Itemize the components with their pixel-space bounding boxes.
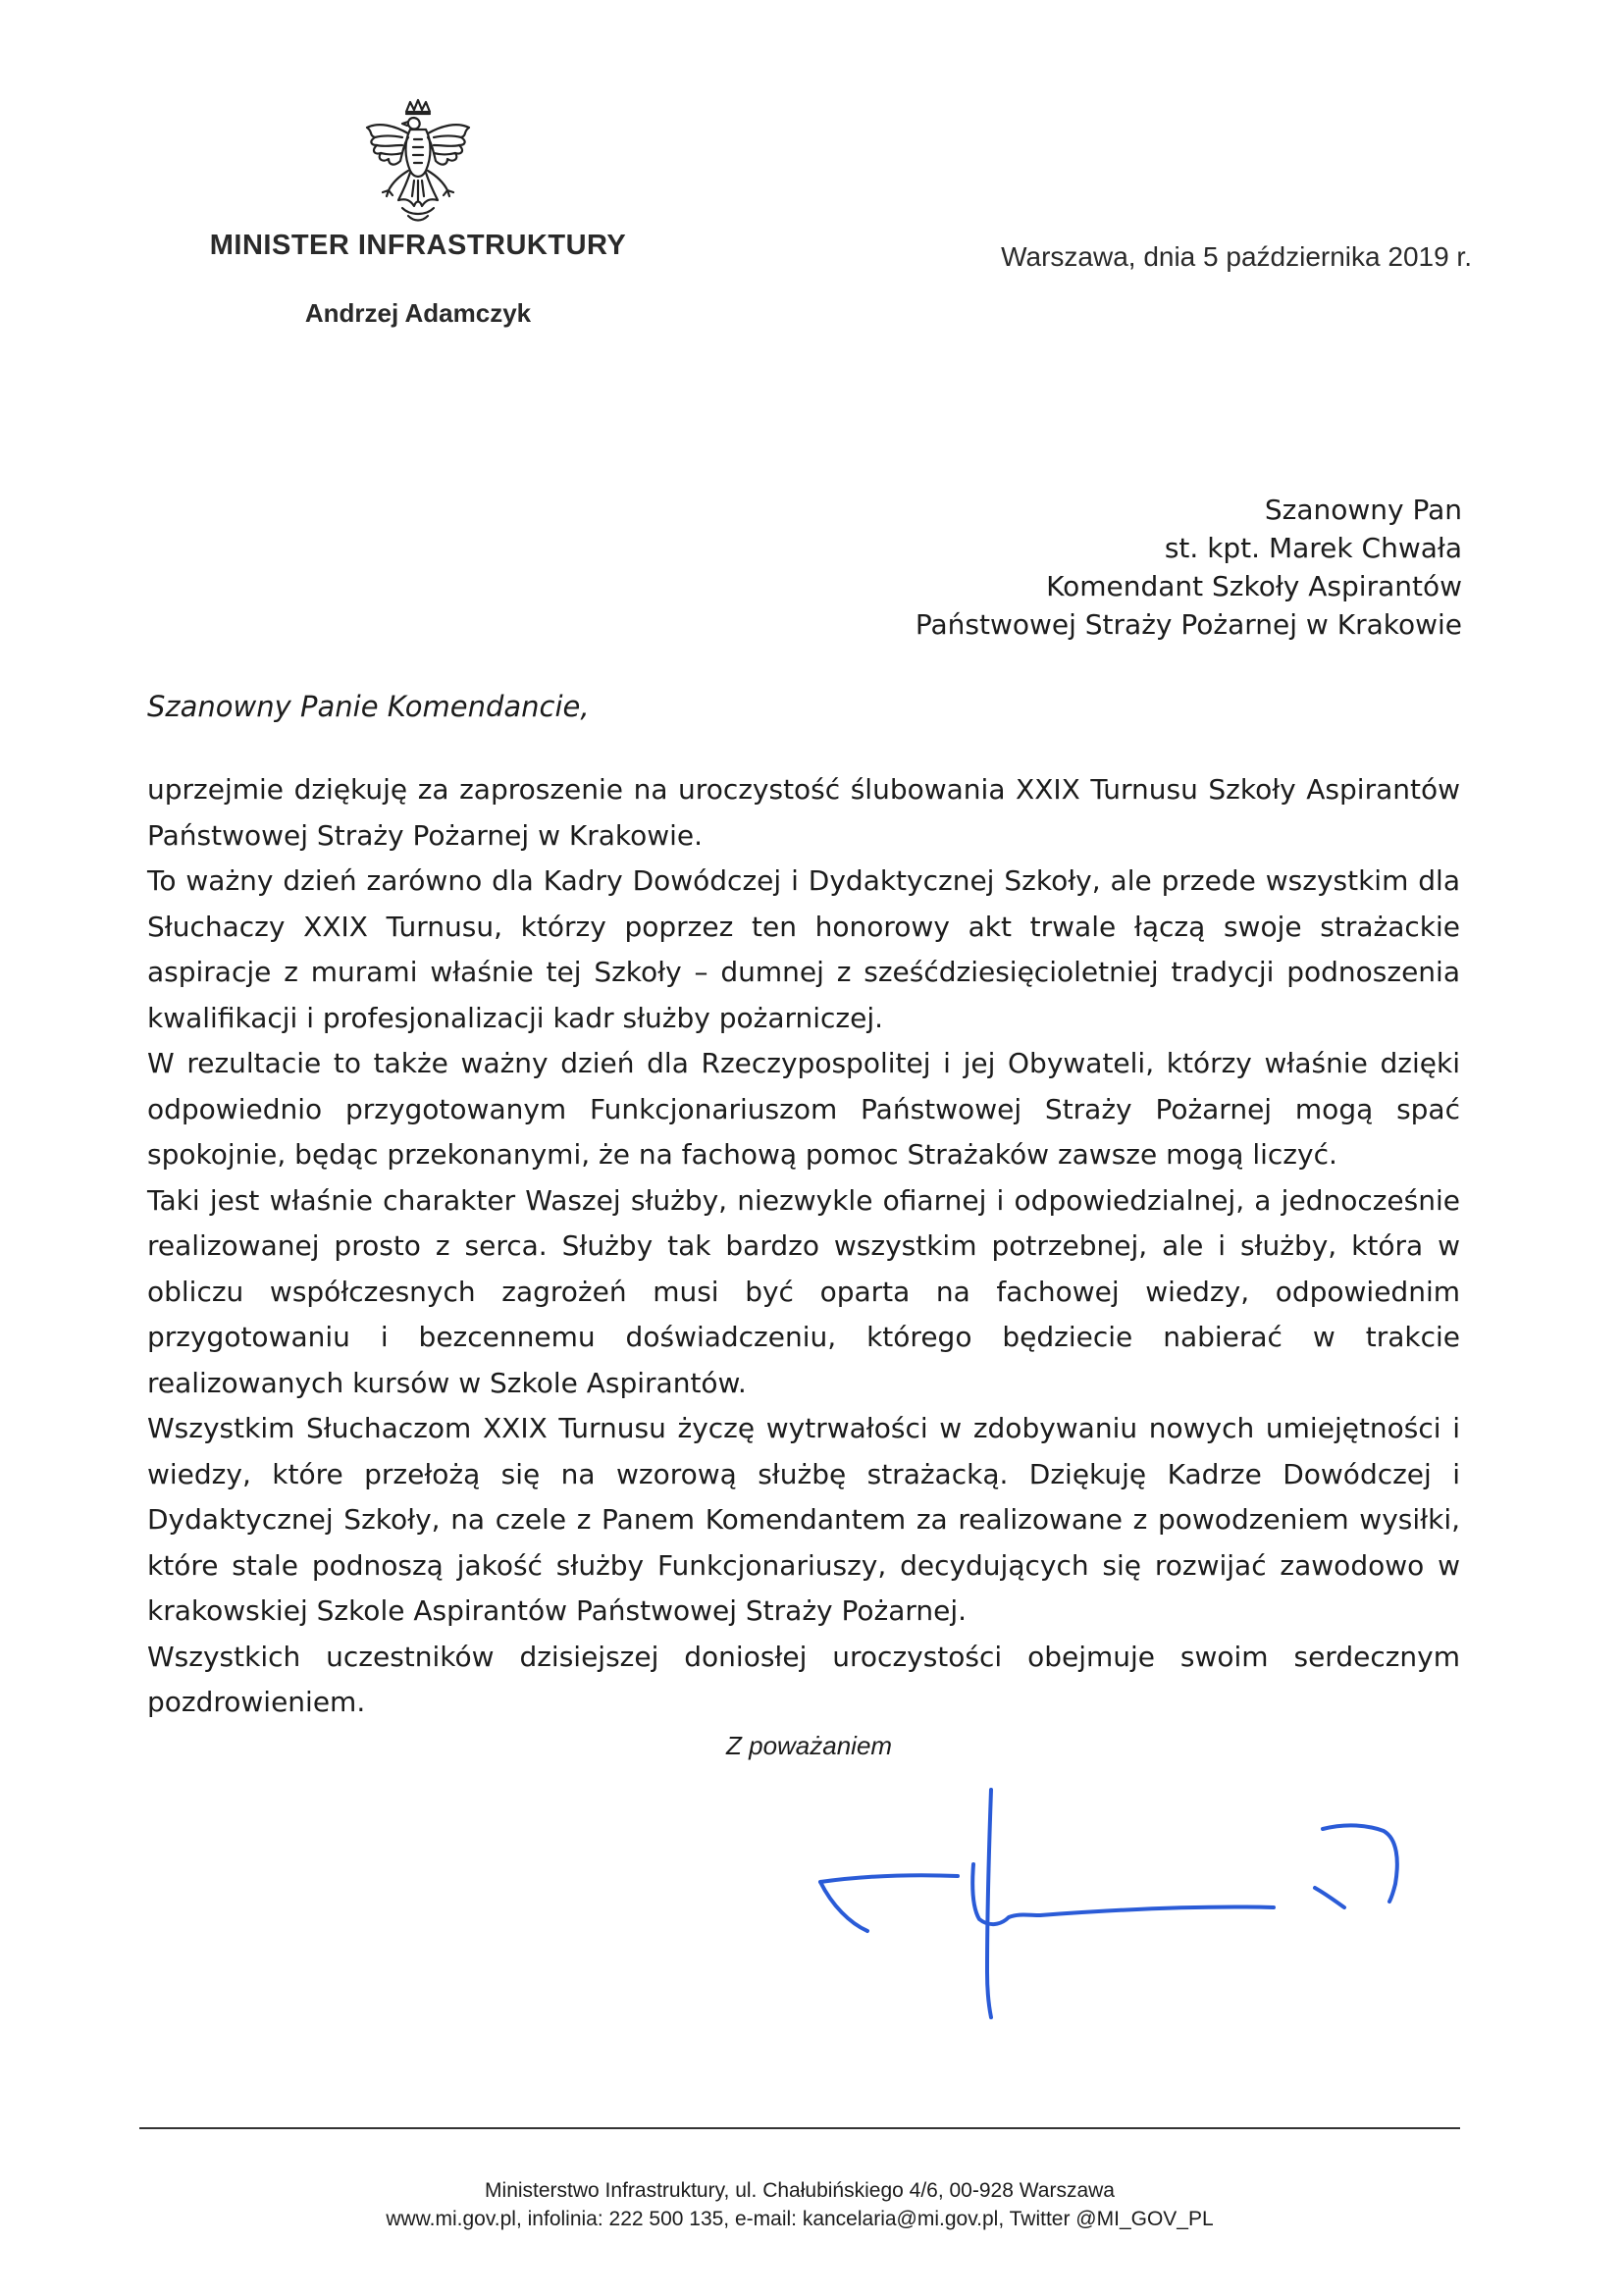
recipient-line-1: Szanowny Pan [1264, 494, 1462, 526]
paragraph: W rezultacie to także ważny dzień dla Rzeczypospolitej i jej Obywateli, którzy właśnie dzięki odpowiednio przygotowanym Funkcjonariuszom Państwowej Straży Pożarnej mogą spać spokojnie, będąc przekonanymi, że na fachową pomoc Strażaków zawsze mogą liczyć. [147, 1047, 1460, 1171]
footer-address: Ministerstwo Infrastruktury, ul. Chałubińskiego 4/6, 00-928 Warszawa [485, 2179, 1115, 2202]
letter-body [147, 767, 1460, 1726]
salutation: Szanowny Panie Komendancie, [147, 690, 590, 723]
recipient-line-4: Państwowej Straży Pożarnej w Krakowie [915, 608, 1462, 641]
paragraph: Wszystkich uczestników dzisiejszej doniosłej uroczystości obejmuje swoim serdecznym pozdrowieniem. [147, 1640, 1460, 1718]
recipient-line-2: st. kpt. Marek Chwała [1164, 532, 1462, 564]
footer [139, 2176, 1460, 2233]
paragraph: uprzejmie dziękuję za zaproszenie na uroczystość ślubowania XXIX Turnusu Szkoły Aspirantów Państwowej Straży Pożarnej w Krakowie. [147, 773, 1460, 852]
paragraph: Wszystkim Słuchaczom XXIX Turnusu życzę wytrwałości w zdobywaniu nowych umiejętności i wiedzy, które przełożą się na wzorową służbę strażacką. Dziękuję Kadrze Dowódczej i Dydaktycznej Szkoły, na czele z Panem Komendantem za realizowane z powodzeniem wysiłki, które stale podnoszą jakość służby Funkcjonariuszy, decydujących się rozwijać zawodowo w krakowskiej Szkole Aspirantów Państwowej Straży Pożarnej. [147, 1412, 1460, 1627]
paragraph: To ważny dzień zarówno dla Kadry Dowódczej i Dydaktycznej Szkoły, ale przede wszystkim dla Słuchaczy XXIX Turnusu, którzy poprzez ten honorowy akt trwale łączą swoje strażackie aspiracje z murami właśnie tej Szkoły – dumnej z sześćdziesięcioletniej tradycji podnoszenia kwalifikacji i profesjonalizacji kadr służby pożarniczej. [147, 864, 1460, 1034]
date-line: Warszawa, dnia 5 października 2019 r. [1001, 241, 1472, 272]
footer-contact: www.mi.gov.pl, infolinia: 222 500 135, e-mail: kancelaria@mi.gov.pl, Twitter @MI_GOV_PL [386, 2208, 1214, 2230]
closing-phrase: Z poważaniem [726, 1731, 893, 1760]
paragraph: Taki jest właśnie charakter Waszej służby, niezwykle ofiarnej i odpowiedzialnej, a jednocześnie realizowanej prosto z serca. Służby tak bardzo wszystkim potrzebnej, ale i służby, która w obliczu współczesnych zagrożeń musi być oparta na fachowej wiedzy, odpowiednim przygotowaniu i bezcennemu doświadczeniu, którego będziecie nabierać w trakcie realizowanych kursów w Szkole Aspirantów. [147, 1183, 1460, 1399]
eagle-emblem-icon [359, 98, 477, 234]
ministry-title: MINISTER INFRASTRUKTURY [209, 230, 627, 261]
recipient-block [785, 491, 1462, 644]
footer-divider [139, 2127, 1460, 2129]
recipient-line-3: Komendant Szkoły Aspirantów [1046, 570, 1462, 602]
handwritten-signature [805, 1766, 1433, 2031]
minister-name: Andrzej Adamczyk [304, 298, 532, 328]
